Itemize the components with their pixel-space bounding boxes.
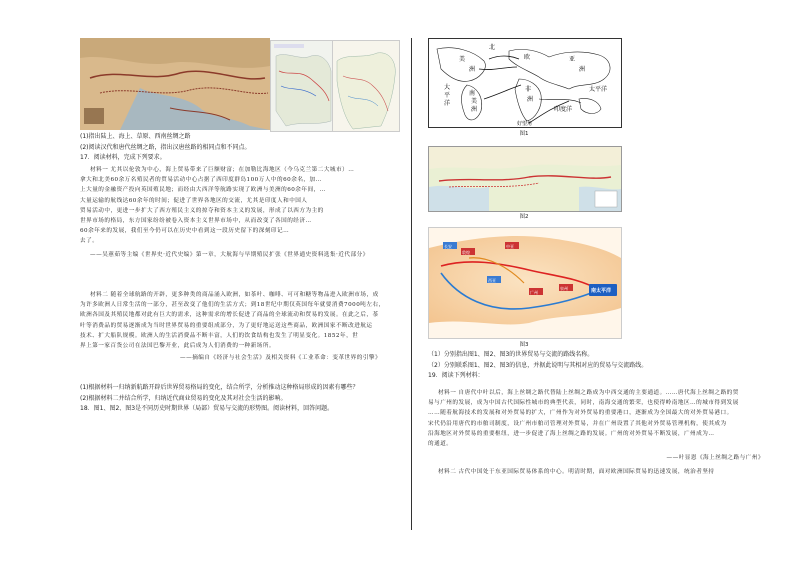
fig1-label: 北 [489, 44, 496, 51]
fig3-svg [429, 228, 621, 338]
fig3-label: 中亚 [506, 244, 514, 249]
fig3-label: 长安 [444, 244, 452, 249]
p1-line: 易与广州的发展，成为中国古代国际性城市的典型代表，同时，南海交通的繁荣，也使得岭南地区…的城市得到发展 [428, 400, 739, 407]
q17-sub1: (1)根据材料一归纳新航路开辟后世界贸易格局的变化，结合所学，分析推动这种格局形成的因素有哪些？ [80, 384, 359, 391]
m1-line: 上大量的金融资产投向英国殖民地；而经由大西洋等航路实现了欧洲与美洲的60余年间，… [80, 187, 326, 194]
m2-line: 为许多欧洲人日常生活的一部分，甚至改变了他们的生活方式；到18世纪中期仅英国每年就要消费7000吨左右， [80, 302, 385, 309]
fig1-label: 太平洋 [589, 86, 608, 93]
fig1-label: 洲 [471, 106, 478, 113]
m1-line: 60余年来的发展，我们至今仍可以在历史中看到这一段历史留下的深刻印记… [80, 228, 290, 235]
han-tang-map-svg [271, 41, 333, 131]
figure-2-route-map [428, 146, 622, 212]
q18-sub2: （2）分别联系图1、图2、图3的信息，并据此说明与其相对应的贸易与交流路线。 [428, 361, 648, 369]
m1-line: 材料一 尤其以伦敦为中心，海上贸易带来了巨额财富；在加勒比海地区（今乌克兰第二大城市）… [90, 167, 355, 173]
fig1-label: 平 [444, 92, 451, 99]
fig1-label: 洲 [469, 66, 476, 73]
p2-line: 材料二 古代中国处于东亚国际贸易体系的中心。明清时期，面对欧洲国际贸易的迅速发展，统治者坚持 [438, 469, 715, 476]
figure-2-caption: 图2 [519, 214, 529, 220]
figure-1-world-map [428, 38, 622, 128]
p1-line: ……随着航海技术的发展和对外贸易的扩大，广州作为对外贸易的重要港口，逐渐成为全国最大的对外贸易港口。 [428, 410, 733, 417]
m2-line: 材料二 随着全球航路的开辟，更多种类的商品涌入欧洲，如茶叶、咖啡、可可和糖等物品进入欧洲市场，成 [90, 292, 379, 298]
figure-1-caption: 图1 [519, 131, 529, 137]
m1-line: 拿大和北美60余万名殖民者的贸易活动中心占据了西印度群岛100万人中的60余名，加… [80, 177, 322, 184]
p1-source: ——叶显恩《海上丝绸之路与广州》 [666, 455, 764, 462]
m1-line: 大量运输的航线达60余年的时间；促进了世界各地区的交流，尤其是印度人和中国人 [80, 197, 308, 204]
fig1-svg [429, 39, 621, 127]
fig3-label: 西亚 [488, 278, 496, 283]
figure-3-silk-road-map [428, 227, 622, 339]
fig1-label: 美 [459, 56, 466, 63]
fig1-label: 洲 [527, 96, 534, 103]
fig2-svg [429, 147, 621, 211]
q18-sub1: （1）分别指出图1、图2、图3的世界贸易与交流的路线名称。 [428, 351, 594, 358]
fig1-label: 好望角 [517, 121, 533, 127]
m2-line: 技术、扩大船队规模。欧洲人的生活消费品不断丰富，人们的饮食结构也发生了明显变化。1852年，世 [80, 332, 359, 339]
fig1-label: 欧 [524, 54, 531, 61]
m1-line: 贸易活动中，更进一步扩大了西方殖民主义的掠夺和资本主义的发展，形成了以西方为主的 [80, 207, 324, 214]
p1-line: 沿海地区对外贸易的重要枢纽，进一步促进了海上丝绸之路的发展。广州的对外贸易不断发展，广州成为… [428, 430, 715, 437]
m2-line: 叶等消费品的贸易逐渐成为当时世界贸易的重要组成部分，为了更好地运送这些商品，欧洲国家不断改进航运 [80, 322, 373, 329]
fig3-label: 南太平洋 [591, 288, 612, 294]
q19-title: 19．阅读下列材料： [428, 372, 484, 379]
fig1-label: 印度洋 [554, 106, 573, 113]
china-map-svg [333, 41, 399, 131]
figure-3-caption: 图3 [519, 342, 529, 348]
m2-line: 欧洲各国及其殖民地都对此有巨大的需求，这种需求的增长促进了商品的全球流动和贸易的发展。在此之后，茶 [80, 312, 379, 319]
q18-title: 18．图1、图2、图3是不同历史时期世界（局部）贸易与交流的形势图。阅读材料，回答问题。 [80, 405, 334, 412]
fig3-label: 敦煌 [462, 250, 470, 255]
m1-line: 世界市场的格局，东方国家纷纷被卷入资本主义世界市场中，从而改变了各国的经济… [80, 218, 312, 225]
m1-source: ——吴蕙茹等主编《世界史·近代史编》第一章，大航海与早期殖民扩张《世界通史资料选集·近代部分》 [90, 251, 369, 258]
china-route-map [332, 40, 400, 132]
fig1-label: 大 [444, 84, 451, 91]
fig3-label: 广州 [530, 290, 538, 295]
fig1-label: 非 [525, 86, 532, 93]
p1-line: 材料一 自唐代中叶以后，海上丝绸之路代替陆上丝绸之路成为中西交通的主要通道。……唐代海上丝绸之路的贸 [438, 390, 739, 396]
q17-title: 17．阅读材料，完成下列要求。 [80, 154, 166, 161]
m2-line: 界上第一家百货公司在法国巴黎开业，此后成为人们消费的一种新场所。 [80, 343, 276, 350]
q17-sub2: (2)根据材料二并结合所学，归纳近代商业贸易的变化及其对社会生活的影响。 [80, 394, 287, 402]
p1-line: 宋代仍沿用唐代的市舶司制度，设广州市舶司管理对外贸易，并在广州设置了其他对外贸易管理机构，使其成为 [428, 420, 727, 427]
silk-road-photo-svg [80, 38, 270, 130]
fig1-label: 南 [469, 90, 476, 97]
p1-line: 的通道。 [428, 441, 453, 448]
silk-road-map-photo [80, 38, 270, 130]
fig1-label: 洲 [579, 66, 586, 73]
q16-sub2: (2)阅读汉代和唐代丝绸之路，指出汉唐丝路的相同点和不同点。 [80, 143, 251, 151]
m1-line: 去了。 [80, 238, 99, 245]
fig3-label: 泉州 [560, 286, 568, 291]
fig1-label: 洋 [444, 100, 451, 107]
fig1-label: 美 [471, 98, 478, 105]
column-divider [411, 38, 412, 530]
han-tang-route-map [270, 40, 334, 132]
fig1-label: 亚 [569, 56, 576, 63]
q16-sub1: (1)指出陆上、海上、草原、西南丝绸之路 [80, 133, 191, 140]
m2-source: ——摘编自《经济与社会生活》及相关资料《工业革命：变革世界的引擎》 [180, 355, 382, 362]
